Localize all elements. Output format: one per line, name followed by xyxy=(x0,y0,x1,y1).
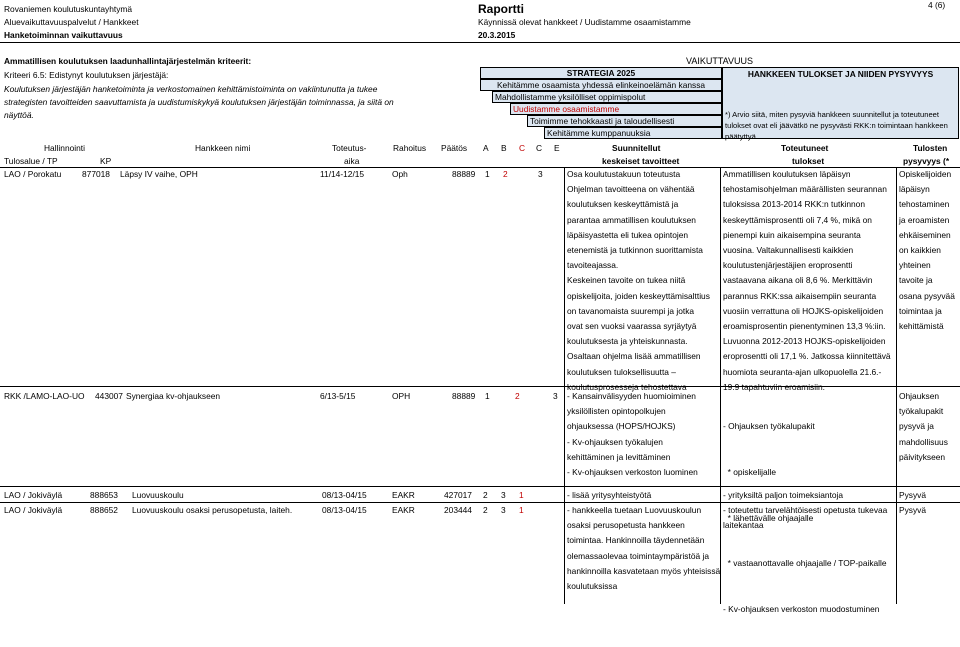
row-goals: - hankkeella tuetaan Luovuuskoulun osaksi perusopetusta hankkeen toimintaa. Hankinnoilla täydennetään olemassaolevaa toimintaympäristöä ja hankinnoilla kasvatetaan myös yhteisissä koulutuksissa xyxy=(567,505,721,592)
strategy-item-1: Kehitämme osaamista yhdessä elinkeinoelämän kanssa xyxy=(480,79,722,91)
row-decision: 88889 xyxy=(452,169,476,179)
row-tulosalue: LAO / Jokiväylä xyxy=(4,490,63,500)
row-tulosalue: LAO / Jokiväylä xyxy=(4,505,63,515)
unit-name: Aluevaikuttavuuspalvelut / Hankkeet xyxy=(4,17,139,27)
org-name: Rovaniemen koulutuskuntayhtymä xyxy=(4,4,133,14)
col-hallinnointi: Hallinnointi xyxy=(44,143,85,153)
row-funding: EAKR xyxy=(392,505,415,515)
row-name: Luovuuskoulu osaksi perusopetusta, laiteh. xyxy=(132,505,293,515)
row-a: 1 xyxy=(485,169,490,179)
report-title: Raportti xyxy=(478,2,524,16)
col-pysyvyys: pysyvyys (* xyxy=(903,156,950,166)
row-funding: OPH xyxy=(392,391,411,401)
col-tulokset: tulokset xyxy=(792,156,825,166)
row-goals: - Kansainvälisyyden huomioiminen yksilöllisten opintopolkujen ohjauksessa (HOPS/HOJKS) - Kv-ohjauksen työkalujen kehittäminen ja levittäminen - Kv-ohjauksen verkoston luominen xyxy=(567,391,698,478)
criterion-desc-3: näyttöä. xyxy=(4,110,34,120)
row-kp: 888653 xyxy=(90,490,118,500)
criterion-desc-1: Koulutuksen järjestäjän hanketoiminta ja verkostomainen kehittämistoiminta on vakiintunutta ja tukee xyxy=(4,84,378,94)
row-results: - yrityksiltä paljon toimeksiantoja xyxy=(723,490,844,500)
row-decision: 88889 xyxy=(452,391,476,401)
col-toteutuneet: Toteutuneet xyxy=(781,143,829,153)
strategy-item-2: Mahdollistamme yksilölliset oppimispolut xyxy=(492,91,722,103)
row-funding: EAKR xyxy=(392,490,415,500)
col-hankkeen-nimi: Hankkeen nimi xyxy=(195,143,251,153)
row-goals: - lisää yritysyhteistyötä xyxy=(567,490,652,500)
col-suunnitellut: Suunnitellut xyxy=(612,143,661,153)
col-c2: C xyxy=(536,143,543,153)
col-b: B xyxy=(501,143,507,153)
row-a: 1 xyxy=(485,391,490,401)
row-a: 2 xyxy=(483,490,488,500)
col-kp: KP xyxy=(100,156,112,166)
row-results: - Ohjauksen työkalupakit * opiskelijalle * lähettävälle ohjaajalle * vastaanottavalle ohjaajalle / TOP-paikalle - Kv-ohjauksen verkoston muodostuminen xyxy=(723,421,887,614)
row-tulosalue: LAO / Porokatu xyxy=(4,169,62,179)
col-tulosten: Tulosten xyxy=(913,143,948,153)
row-goals: Osa koulutustakuun toteutusta Ohjelman tavoitteena on vähentää koulutuksen keskeyttämistä ja parantaa ammatillisen koulutuksen läpäisyastetta eli tukea opintojen etenemistä ja tutkinnon suorittamista tavoiteajassa. Keskeinen tavoite on tukea niitä opiskelijoita, joiden keskeyttämisalttius on tavanomaista suurempi ja jotka ovat sen vuoksi vaarassa syrjäytyä koulutuksesta ja yhteiskunnasta. Osaltaan ohjelma lisää ammatillisen koulutuksen tuloksellisuutta – xyxy=(567,169,710,377)
row-divider xyxy=(0,386,960,387)
col-e: E xyxy=(554,143,560,153)
col-keskeiset: keskeiset tavoitteet xyxy=(602,156,680,166)
col-tulosalue: Tulosalue / TP xyxy=(4,156,58,166)
row-b: 2 xyxy=(503,169,508,179)
row-c: 1 xyxy=(519,505,524,515)
col-toteutus: Toteutus- xyxy=(332,143,367,153)
row-name: Synergiaa kv-ohjaukseen xyxy=(126,391,221,401)
row-a: 2 xyxy=(483,505,488,515)
row-permanence: Pysyvä xyxy=(899,490,926,500)
row-name: Läpsy IV vaihe, OPH xyxy=(120,169,198,179)
col-a: A xyxy=(483,143,489,153)
strategy-item-5: Kehitämme kumppanuuksia xyxy=(544,127,722,139)
row-kp: 443007 xyxy=(95,391,123,401)
row-results: - toteutettu tarvelähtöisesti opetusta tukevaa laitekantaa xyxy=(723,505,888,531)
criterion-text: Kriteeri 6.5: Edistynyt koulutuksen järjestäjä: xyxy=(4,70,169,80)
row-permanence: Pysyvä xyxy=(899,505,926,515)
row-funding: Oph xyxy=(392,169,408,179)
row-divider xyxy=(0,486,960,487)
col-paatos: Päätös xyxy=(441,143,468,153)
row-permanence: Ohjauksen työkalupakit pysyvä ja mahdollisuus päivitykseen xyxy=(899,391,948,462)
row-permanence: Opiskelijoiden läpäisyn tehostaminen ja eroamisten ehkäiseminen on kaikkien yhteinen tavoite ja osana pysyvää toimintaa ja kehittämistä xyxy=(899,169,955,332)
criterion-desc-2: strategisten tavoitteiden saavuttamista ja uudistumiskykyä koulutuksen järjestäjän toiminnassa, ja siitä on xyxy=(4,97,394,107)
results-box xyxy=(722,67,959,139)
header-divider xyxy=(0,42,960,43)
row-b: 3 xyxy=(501,505,506,515)
strategy-title: STRATEGIA 2025 xyxy=(566,68,636,78)
row-b: 3 xyxy=(501,490,506,500)
row-c: 3 xyxy=(538,169,543,179)
strategy-item-4: Toimimme tehokkaasti ja taloudellisesti xyxy=(527,115,722,127)
strategy-item-3: Uudistamme osaamistamme xyxy=(510,103,722,115)
row-time: 11/14-12/15 xyxy=(320,169,365,179)
strategy-title-box xyxy=(480,67,722,79)
row-decision: 203444 xyxy=(444,505,472,515)
row-kp: 877018 xyxy=(82,169,110,179)
report-subtitle: Käynnissä olevat hankkeet / Uudistamme osaamistamme xyxy=(478,17,691,27)
row-time: 08/13-04/15 xyxy=(322,505,367,515)
row-time: 08/13-04/15 xyxy=(322,490,367,500)
row-c: 3 xyxy=(553,391,558,401)
col-aika: aika xyxy=(344,156,360,166)
row-name: Luovuuskoulu xyxy=(132,490,184,500)
unit-title: Hanketoiminnan vaikuttavuus xyxy=(4,30,123,40)
report-date: 20.3.2015 xyxy=(478,30,516,40)
row-tulosalue: RKK /LAMO-LAO-UO xyxy=(4,391,85,401)
col-rahoitus: Rahoitus xyxy=(393,143,427,153)
page-number: 4 (6) xyxy=(928,0,946,10)
impact-heading: VAIKUTTAVUUS xyxy=(686,56,754,66)
row-time: 6/13-5/15 xyxy=(320,391,356,401)
results-title: HANKKEEN TULOKSET JA NIIDEN PYSYVYYS xyxy=(747,69,934,79)
row-decision: 427017 xyxy=(444,490,472,500)
col-c1: C xyxy=(519,143,526,153)
results-note: *) Arvio siitä, miten pysyviä hankkeen suunnitellut ja toteutuneet tulokset ovat eli jäävätkö ne pysyvästi RKK:n toimintaan hankkeen päätyttyä xyxy=(725,110,948,141)
row-kp: 888652 xyxy=(90,505,118,515)
row-results: Ammatillisen koulutuksen läpäisyn tehostamisohjelman määrällisten seurannan tuloksissa 2013-2014 RKK:n tutkinnon keskeyttämisprosentti oli 7,4 %, mikä on pienempi kuin aikaisempina seuranta vuosina. Valtakunnallisesti kaikkien koulutustenjärjestäjien eroprosentti vastaavana aikana oli 8,6 %. Merkittävin parannus RKK:ssa aikaisempiin seuranta vuosiin verrattuna oli HOJKS-opiskelijoiden eroamisprosentin pienentyminen 13,3 %:iin. Luvuonna 2012-2013 HOJKS-opiskelijoiden eroprosentti oli 17,1 %. Jatkossa kiinnitettävä huomiota seuranta-ajan ulkopuolella 21.6.- xyxy=(723,169,891,377)
row-c: 1 xyxy=(519,490,524,500)
row-b: 2 xyxy=(515,391,520,401)
criteria-heading: Ammatillisen koulutuksen laadunhallintajärjestelmän kriteerit: xyxy=(4,56,252,66)
